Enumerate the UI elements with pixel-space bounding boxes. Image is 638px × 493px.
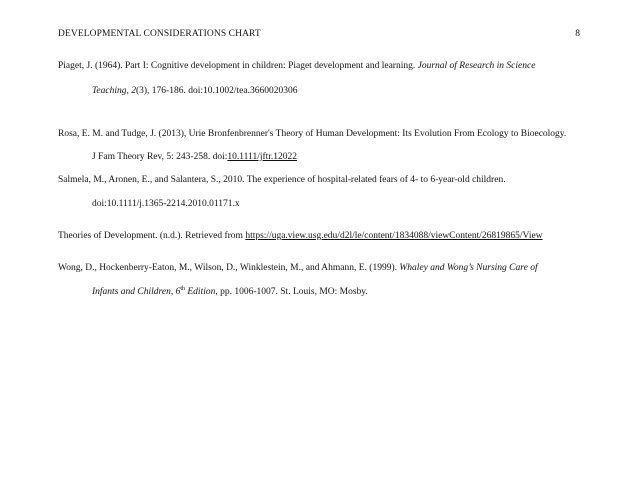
reference-text: pp. 1006-1007. St. Louis, MO: Mosby. [217, 287, 368, 297]
book-title: Whaley and Wong’s Nursing Care of [399, 263, 538, 273]
ordinal-suffix: th [180, 285, 185, 292]
reference-line [58, 151, 588, 163]
reference-text: Wong, D., Hockenberry-Eaton, M., Wilson, D., Winklestein, M., and Ahmann, E. (1999). [58, 263, 400, 273]
reference-text: (3), 176-186. doi:10.1002/tea.3660020306 [135, 86, 298, 96]
reference-line [58, 60, 588, 72]
reference-line [58, 230, 588, 242]
reference-line: doi:10.1111/j.1365-2214.2010.01171.x [92, 199, 240, 209]
page-number: 8 [575, 29, 580, 39]
reference-line [58, 262, 588, 274]
running-head: DEVELOPMENTAL CONSIDERATIONS CHART [58, 29, 261, 39]
book-title: Infants and Children, 6 [92, 287, 181, 297]
reference-line: Salmela, M., Aronen, E., and Salantera, S., 2010. The experience of hospital-related fears of 4- to 6-year-old children. [58, 175, 506, 185]
reference-line: Rosa, E. M. and Tudge, J. (2013), Urie Bronfenbrenner's Theory of Human Development: Its Evolution From Ecology to Bioecology. [58, 129, 567, 139]
doi-link[interactable]: 10.1111/jftr.12022 [227, 152, 298, 162]
reference-line [58, 85, 588, 97]
journal-title: Journal of Research in Science [417, 61, 536, 71]
book-title: Edition, [185, 287, 218, 297]
reference-line [58, 286, 588, 298]
reference-text: J Fam Theory Rev, 5: 243-258. doi: [92, 152, 228, 162]
reference-salmela [58, 174, 588, 210]
reference-text: Piaget, J. (1964). Part I: Cognitive development in children: Piaget development and learning. [58, 61, 418, 71]
reference-rosa-tudge [58, 128, 588, 163]
reference-theories [58, 230, 588, 242]
reference-list [58, 60, 588, 298]
url-link[interactable]: https://uga.view.usg.edu/d2l/le/content/1834088/viewContent/26819865/View [245, 231, 543, 241]
reference-wong [58, 262, 588, 298]
reference-piaget [58, 60, 588, 97]
reference-text: Theories of Development. (n.d.). Retrieved from [58, 231, 246, 241]
journal-title: Teaching, 2 [92, 86, 136, 96]
